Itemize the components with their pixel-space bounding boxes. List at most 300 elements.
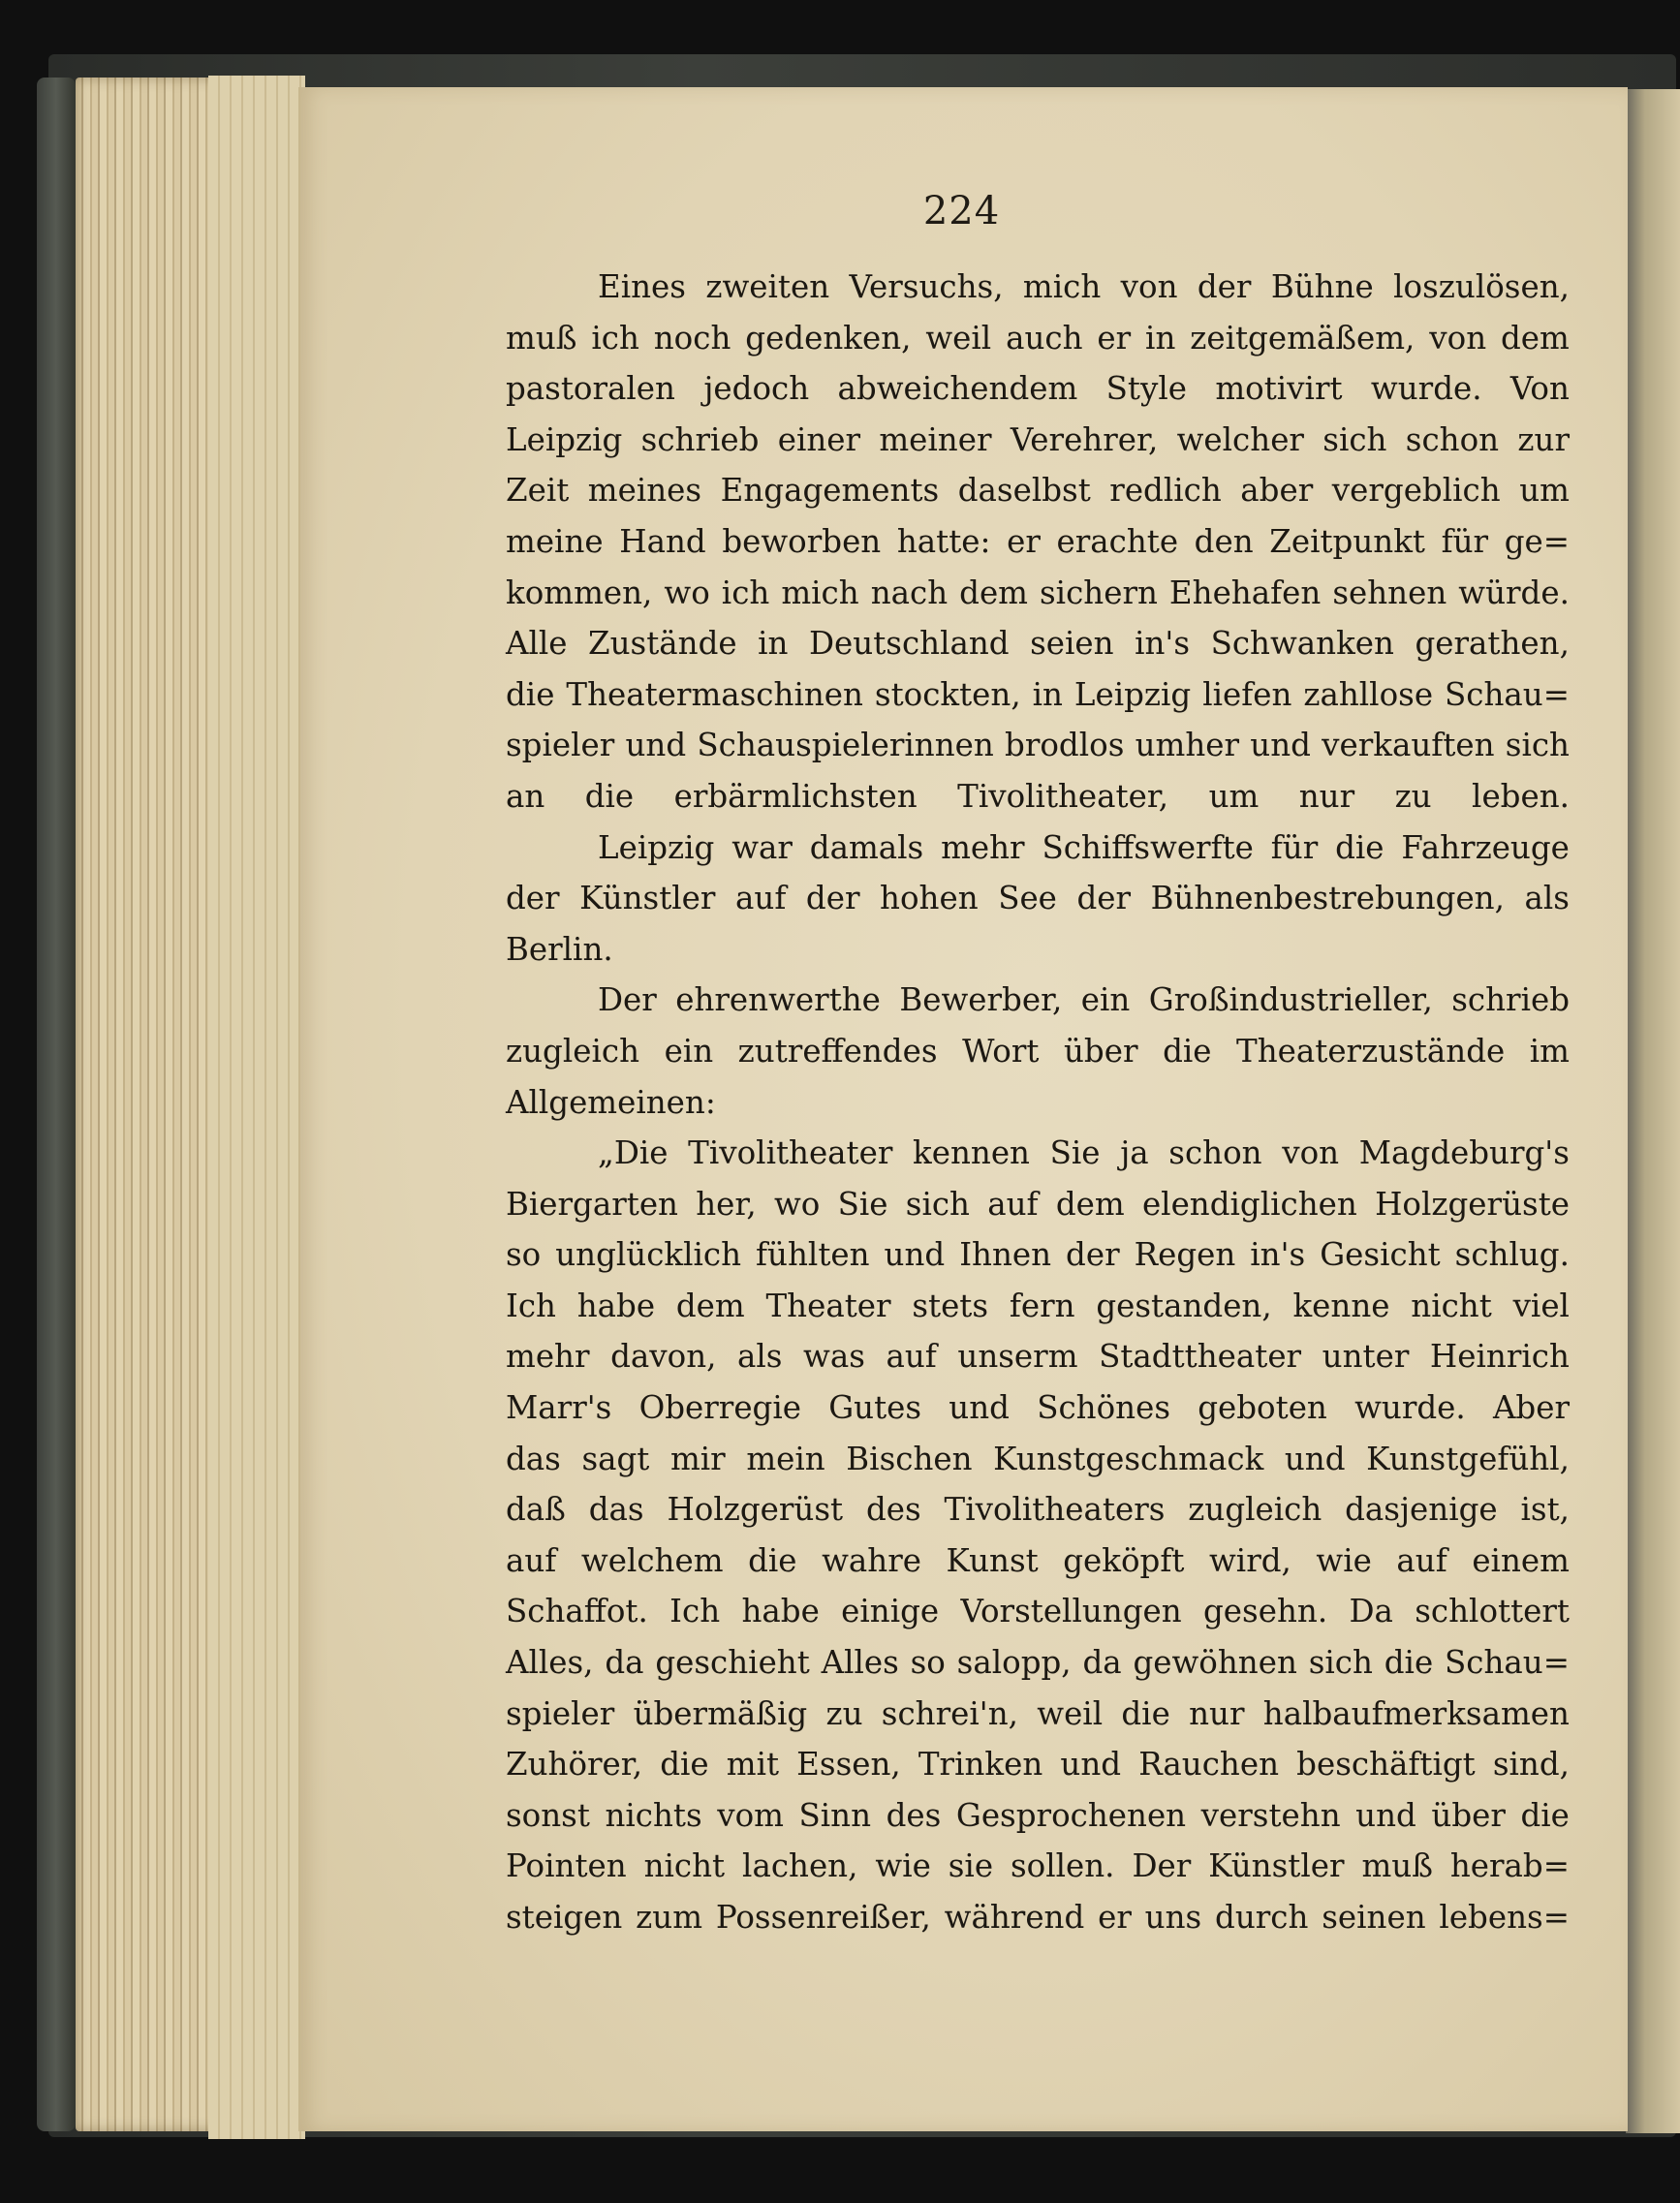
word: und [625,727,687,764]
word: von [1282,1134,1340,1172]
word: mehr [941,828,1025,866]
word: auf [735,880,787,917]
word: in's [1135,625,1191,663]
word: ich [721,574,770,611]
word: so [506,1236,542,1274]
word: er [1007,522,1041,560]
word: muß [506,319,577,357]
word: sind, [1492,1746,1570,1784]
word: pastoralen [506,370,675,408]
word: wie [1316,1541,1372,1579]
word: nicht [1411,1287,1492,1324]
word: umher [1135,727,1240,764]
word: die [1384,1644,1434,1682]
word: gestanden, [1096,1287,1272,1324]
word: Regen [1134,1236,1236,1274]
word: Marr's [506,1389,612,1427]
word: Gutes [828,1389,922,1427]
word: abweichendem [837,370,1078,408]
word: Der [598,981,657,1019]
word: Tivolitheater [688,1134,893,1172]
word: nur [1189,1694,1245,1732]
word: in [758,625,789,663]
text-line [506,1026,1570,1077]
word: während [944,1899,1085,1936]
word: wo [664,574,710,611]
word: mir [669,1440,726,1477]
word: ein [664,1032,714,1070]
word: Zustände [588,625,737,663]
word: Verehrer, [1010,420,1159,458]
word: vergeblich [1331,472,1501,510]
word: fühlten [756,1236,870,1274]
text-line [506,1077,1570,1129]
word: Bischen [846,1440,973,1477]
word: er [1098,1899,1132,1936]
word: hatte: [896,522,991,560]
word: schlug. [1454,1236,1570,1274]
word: Der [1132,1847,1192,1885]
word: über [1431,1796,1506,1834]
word: Ihnen [959,1236,1052,1274]
word: nicht [643,1847,726,1885]
word: meine [506,522,604,560]
word: ehrenwerthe [675,981,881,1019]
text-line [506,975,1570,1026]
word: beschäftigt [1296,1746,1476,1784]
word: viel [1512,1287,1570,1324]
word: zeitgemäßem, [1190,319,1416,357]
word: Schau= [1445,675,1570,713]
word: Kunstgefühl, [1366,1440,1570,1477]
word: Sie [837,1185,888,1223]
word: nur [1298,777,1355,815]
word: Tivolitheater, [957,777,1169,815]
word: da [605,1644,644,1682]
word: ge= [1504,522,1570,560]
text-line [506,415,1570,466]
word: steigen [506,1899,623,1936]
word: liefen [1202,675,1292,713]
word: er [1097,319,1132,357]
word: uns [1144,1899,1202,1936]
word: spieler [506,727,615,764]
word: Alle [506,625,568,663]
word: geboten [1198,1389,1327,1427]
book-spine [37,78,76,2131]
word: Da [1349,1593,1393,1630]
text-line [506,1637,1570,1689]
word: Künstler [579,880,716,917]
text-line [506,516,1570,568]
word: Essen, [796,1746,901,1784]
word: sich [1308,1644,1373,1682]
word: Berlin. [506,930,613,968]
word: wird, [1208,1541,1291,1579]
word: seinen [1322,1899,1426,1936]
text-line [506,1892,1570,1943]
word: lebens= [1439,1899,1570,1936]
text-line [506,771,1570,822]
text-line [506,1128,1570,1179]
word: Holzgerüst [667,1491,844,1529]
word: die [1335,828,1384,866]
word: zweiten [705,268,830,305]
text-line [506,363,1570,415]
word: Vorstellungen [960,1593,1182,1630]
word: die [1121,1694,1170,1732]
word: habe [576,1287,656,1324]
word: Ich [506,1287,556,1324]
word: zugleich [1188,1491,1322,1529]
word: an [506,777,545,815]
word: Sinn [798,1796,872,1834]
text-line [506,1229,1570,1281]
word: verkauften [1322,727,1495,764]
word: sagt [581,1440,650,1477]
word: hohen [880,880,979,917]
word: schrieb [640,420,760,458]
word: weil [1037,1694,1104,1732]
book-page [298,87,1628,2131]
word: Magdeburg's [1358,1134,1570,1172]
word: gedenken, [745,319,912,357]
word: wo [773,1185,821,1223]
word: zu [825,1694,863,1732]
word: die [1520,1796,1570,1834]
word: meines [587,472,702,510]
word: kommen, [506,574,653,611]
word: Eines [598,268,686,305]
word: daselbst [957,472,1091,510]
word: auch [1006,319,1083,357]
page-number: 224 [922,189,1001,233]
word: der [506,880,560,917]
text-line [506,1434,1570,1485]
word: See [998,880,1057,917]
word: sie [948,1847,994,1885]
word: auf [886,1338,937,1376]
word: brodlos [1005,727,1125,764]
word: salopp, [956,1644,1072,1682]
word: daß [506,1491,566,1529]
word: Rauchen [1138,1746,1280,1784]
word: muß [1361,1847,1433,1885]
word: Style [1105,370,1187,408]
word: noch [653,319,731,357]
text-line [506,669,1570,721]
word: der [805,880,860,917]
text-line [506,720,1570,771]
text-line [506,873,1570,924]
word: für [1270,828,1319,866]
word: zur [1517,420,1570,458]
word: Heinrich [1429,1338,1570,1376]
word: geschieht [655,1644,810,1682]
word: mich [1022,268,1102,305]
text-line [506,924,1570,976]
word: mein [746,1440,825,1477]
word: fern [1009,1287,1075,1324]
word: dem [1501,319,1570,357]
word: Kunst [946,1541,1039,1579]
word: motivirt [1215,370,1343,408]
word: spieler [506,1694,615,1732]
word: in [1032,675,1063,713]
word: mit [726,1746,780,1784]
text-line [506,822,1570,874]
word: die [660,1746,709,1784]
word: Ehehafen [1168,574,1322,611]
word: von [1429,319,1487,357]
word: einer [777,420,861,458]
word: meiner [879,420,992,458]
word: und [1284,1440,1346,1477]
word: und [1060,1746,1122,1784]
word: der [1197,268,1252,305]
word: ist, [1520,1491,1570,1529]
word: einem [1472,1541,1570,1579]
word: dem [959,574,1028,611]
word: als [737,1338,783,1376]
word: und [1355,1796,1416,1834]
word: kennen [913,1134,1030,1172]
word: zu [1394,777,1432,815]
word: erachte [1056,522,1179,560]
word: des [865,1491,921,1529]
word: im [1529,1032,1570,1070]
word: das [506,1440,561,1477]
word: Bühnenbestrebungen, [1150,880,1505,917]
word: Ich [669,1593,721,1630]
text-line [506,1281,1570,1332]
text-line [506,618,1570,669]
word: den [1194,522,1254,560]
word: um [1208,777,1260,815]
word: her, [696,1185,757,1223]
word: Alles [821,1644,899,1682]
text-line [506,1536,1570,1587]
word: dasjenige [1345,1491,1498,1529]
word: Künstler [1208,1847,1345,1885]
word: erbärmlichsten [673,777,918,815]
word: leben. [1472,777,1570,815]
word: Schau= [1445,1644,1570,1682]
word: schon [1405,420,1500,458]
word: Alles, [506,1644,594,1682]
word: habe [741,1593,820,1630]
word: Engagements [720,472,940,510]
word: zutreffendes [737,1032,938,1070]
word: Theatermaschinen [566,675,863,713]
word: Holzgerüste [1375,1185,1570,1223]
text-line [506,1790,1570,1842]
word: beworben [722,522,882,560]
word: sich [905,1185,970,1223]
word: davon, [610,1338,717,1376]
word: sichern [1040,574,1158,611]
text-line [506,1841,1570,1892]
word: aber [1240,472,1314,510]
word: Aber [1492,1389,1570,1427]
word: Gesicht [1320,1236,1441,1274]
body-text [506,262,1570,1943]
word: der [1066,1236,1120,1274]
word: ja [1120,1134,1149,1172]
word: durch [1215,1899,1309,1936]
word: war [731,828,793,866]
word: schlottert [1415,1593,1570,1630]
word: Stadttheater [1099,1338,1302,1376]
word: unglücklich [555,1236,742,1274]
word: „Die [598,1134,669,1172]
word: dem [675,1287,745,1324]
word: sich [1322,420,1387,458]
word: um [1519,472,1570,510]
word: Hand [619,522,706,560]
word: schrieb [1451,981,1570,1019]
word: der [1076,880,1132,917]
word: was [803,1338,865,1376]
word: gerathen, [1415,625,1570,663]
word: vom [717,1796,784,1834]
word: von [1120,268,1178,305]
word: unter [1322,1338,1410,1376]
word: herab= [1449,1847,1570,1885]
word: Schiffswerfte [1042,828,1254,866]
word: auf [506,1541,557,1579]
word: Versuchs, [849,268,1004,305]
word: Trinken [918,1746,1043,1784]
word: als [1524,880,1570,917]
word: zugleich [506,1032,640,1070]
text-line [506,1331,1570,1382]
word: loszulösen, [1393,268,1570,305]
word: Wort [962,1032,1040,1070]
word: und [1250,727,1311,764]
word: Fahrzeuge [1401,828,1570,866]
word: Zeitpunkt [1269,522,1425,560]
word: für [1441,522,1489,560]
word: jedoch [703,370,810,408]
word: wie [875,1847,931,1885]
word: des [886,1796,942,1834]
word: und [949,1389,1010,1427]
word: die [506,675,555,713]
word: sich [1505,727,1570,764]
word: Schauspielerinnen [697,727,994,764]
word: sollen. [1010,1847,1115,1885]
word: lachen, [742,1847,858,1885]
word: wurde. [1370,370,1482,408]
text-line [506,1689,1570,1740]
text-line [506,568,1570,619]
text-line [506,1739,1570,1790]
word: das [588,1491,644,1529]
text-line [506,1382,1570,1434]
text-line [506,262,1570,313]
page-edges-inner [208,76,305,2139]
word: Theaterzustände [1236,1032,1506,1070]
word: welchem [580,1541,724,1579]
word: Leipzig [598,828,715,866]
word: sehnen [1332,574,1447,611]
word: Zuhörer, [506,1746,643,1784]
word: Schwanken [1210,625,1394,663]
word: nichts [605,1796,702,1834]
word: wurde. [1354,1389,1466,1427]
word: Schaffot. [506,1593,648,1630]
word: auf [1396,1541,1447,1579]
word: die [584,777,635,815]
word: Gesprochenen [955,1796,1187,1834]
word: Allgemeinen: [506,1083,716,1121]
word: auf [987,1185,1039,1223]
word: damals [809,828,924,866]
text-line [506,1484,1570,1536]
word: die [1163,1032,1212,1070]
word: Sie [1049,1134,1101,1172]
word: Possenreißer, [715,1899,931,1936]
word: geköpft [1063,1541,1185,1579]
word: würde. [1458,574,1570,611]
word: Leipzig [1073,675,1192,713]
word: mich [781,574,859,611]
word: übermäßig [633,1694,808,1732]
word: in's [1250,1236,1306,1274]
word: schon [1168,1134,1262,1172]
word: welcher [1176,420,1304,458]
word: nach [870,574,949,611]
word: Leipzig [506,420,623,458]
word: schrei'n, [881,1694,1018,1732]
word: Tivolitheaters [944,1491,1166,1529]
gutter-next-page [1626,89,1680,2133]
word: in [1145,319,1176,357]
text-line [506,313,1570,364]
word: Zeit [506,472,570,510]
word: zahllose [1303,675,1434,713]
word: mehr [506,1338,590,1376]
word: Pointen [506,1847,627,1885]
text-line [506,1179,1570,1230]
word: Schönes [1037,1389,1170,1427]
word: ich [591,319,639,357]
word: redlich [1109,472,1222,510]
word: weil [925,319,992,357]
word: gesehn. [1203,1593,1328,1630]
word: seien [1030,625,1114,663]
word: unserm [957,1338,1078,1376]
word: über [1064,1032,1138,1070]
word: Biergarten [506,1185,678,1223]
text-line [506,465,1570,516]
word: Deutschland [808,625,1010,663]
word: die [748,1541,797,1579]
word: gewöhnen [1133,1644,1297,1682]
word: elendiglichen [1141,1185,1357,1223]
word: verstehn [1200,1796,1341,1834]
word: Theater [765,1287,891,1324]
word: Kunstgeschmack [993,1440,1264,1477]
word: Großindustrieller, [1148,981,1433,1019]
word: stets [912,1287,989,1324]
word: Bühne [1270,268,1374,305]
text-line [506,1586,1570,1637]
word: da [1082,1644,1122,1682]
word: ein [1080,981,1131,1019]
word: kenne [1292,1287,1390,1324]
